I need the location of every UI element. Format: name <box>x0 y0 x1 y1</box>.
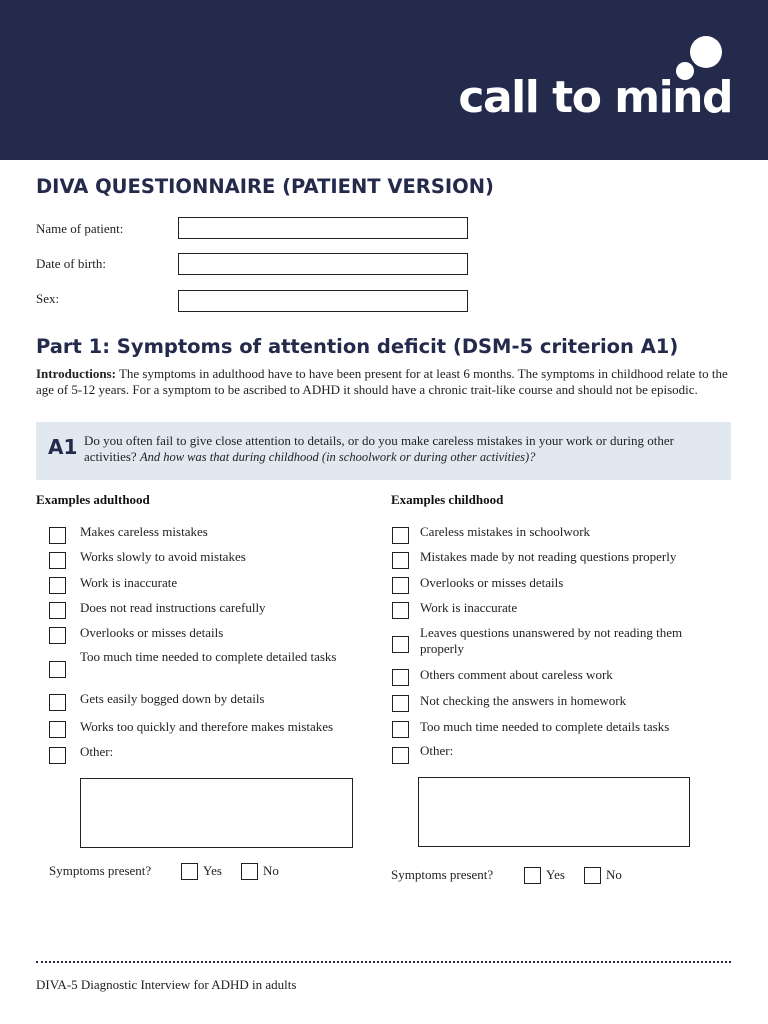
form-title: DIVA QUESTIONNAIRE (PATIENT VERSION) <box>36 175 494 198</box>
adult-item-checkbox[interactable] <box>49 552 66 569</box>
adult-item-label: Does not read instructions carefully <box>80 600 266 615</box>
adult-symptoms-yes-label: Yes <box>203 863 222 878</box>
child-item-checkbox[interactable] <box>392 602 409 619</box>
child-other-textbox[interactable] <box>418 777 690 847</box>
child-item-checkbox[interactable] <box>392 636 409 653</box>
child-symptoms-yes-checkbox[interactable] <box>524 867 541 884</box>
adult-item-label: Makes careless mistakes <box>80 524 208 539</box>
child-symptoms-no-label: No <box>606 867 622 882</box>
adult-item-checkbox[interactable] <box>49 577 66 594</box>
question-code: A1 <box>48 435 78 459</box>
adult-symptoms-present-label: Symptoms present? <box>49 863 152 878</box>
adult-item-label: Works too quickly and therefore makes mistakes <box>80 719 334 734</box>
adult-item-label: Other: <box>80 744 114 759</box>
child-symptoms-no-checkbox[interactable] <box>584 867 601 884</box>
adult-item-checkbox[interactable] <box>49 721 66 738</box>
patient-name-label: Name of patient: <box>36 221 124 236</box>
adult-item-label: Gets easily bogged down by details <box>80 691 265 706</box>
question-main-text: Do you often fail to give close attention to details, or do you make careless mistakes in your work or during other activities? <box>84 433 674 464</box>
footer-text: DIVA-5 Diagnostic Interview for ADHD in adults <box>36 977 297 992</box>
sex-label: Sex: <box>36 291 60 306</box>
brand-header <box>0 0 768 160</box>
child-item-label: Careless mistakes in schoolwork <box>420 524 591 539</box>
adult-item-label: Works slowly to avoid mistakes <box>80 549 246 564</box>
adult-symptoms-yes-checkbox[interactable] <box>181 863 198 880</box>
child-item-label: Mistakes made by not reading questions properly <box>420 549 677 564</box>
adult-item-checkbox[interactable] <box>49 694 66 711</box>
child-item-label: Others comment about careless work <box>420 667 613 682</box>
part1-introduction <box>36 366 736 398</box>
adult-item-checkbox[interactable] <box>49 627 66 644</box>
adult-item-checkbox[interactable] <box>49 602 66 619</box>
adulthood-heading: Examples adulthood <box>36 492 150 507</box>
child-symptoms-yes-label: Yes <box>546 867 565 882</box>
adult-item-checkbox[interactable] <box>49 527 66 544</box>
child-item-label: Too much time needed to complete details tasks <box>420 719 670 734</box>
child-item-label: Other: <box>420 743 454 758</box>
sex-input[interactable] <box>178 290 468 312</box>
child-item-checkbox[interactable] <box>392 669 409 686</box>
adult-other-textbox[interactable] <box>80 778 353 848</box>
question-childhood-text: And how was that during childhood (in schoolwork or during other activities)? <box>139 450 536 464</box>
date-of-birth-input[interactable] <box>178 253 468 275</box>
child-item-label: Overlooks or misses details <box>420 575 564 590</box>
intro-text: The symptoms in adulthood have to have been present for at least 6 months. The symptoms in childhood relate to the age of 5-12 years. For a symptom to be ascribed to ADHD it should have a chronic trait-like course and should not be episodic. <box>36 366 728 397</box>
child-item-checkbox[interactable] <box>392 552 409 569</box>
child-symptoms-present-label: Symptoms present? <box>391 867 494 882</box>
child-item-checkbox[interactable] <box>392 695 409 712</box>
adult-symptoms-no-checkbox[interactable] <box>241 863 258 880</box>
question-box <box>36 422 731 480</box>
question-text <box>84 433 720 465</box>
adult-item-label: Overlooks or misses details <box>80 625 224 640</box>
adult-item-checkbox[interactable] <box>49 661 66 678</box>
adult-item-label: Too much time needed to complete detailed tasks <box>80 649 337 664</box>
adult-item-label: Work is inaccurate <box>80 575 178 590</box>
patient-name-input[interactable] <box>178 217 468 239</box>
footer-divider <box>36 961 731 963</box>
child-item-label: Work is inaccurate <box>420 600 518 615</box>
childhood-heading: Examples childhood <box>391 492 504 507</box>
child-item-checkbox[interactable] <box>392 527 409 544</box>
date-of-birth-label: Date of birth: <box>36 256 107 271</box>
logo-dot-large <box>690 36 722 68</box>
child-item-checkbox[interactable] <box>392 747 409 764</box>
adult-symptoms-no-label: No <box>263 863 279 878</box>
child-item-label: Not checking the answers in homework <box>420 693 627 708</box>
brand-logo: call to mind <box>458 72 732 123</box>
child-item-checkbox[interactable] <box>392 577 409 594</box>
child-item-label: Leaves questions unanswered by not reading them properly <box>420 625 683 656</box>
adult-item-checkbox[interactable] <box>49 747 66 764</box>
part1-title: Part 1: Symptoms of attention deficit (DSM-5 criterion A1) <box>36 335 679 358</box>
intro-label: Introductions: <box>36 366 116 381</box>
child-item-checkbox[interactable] <box>392 721 409 738</box>
